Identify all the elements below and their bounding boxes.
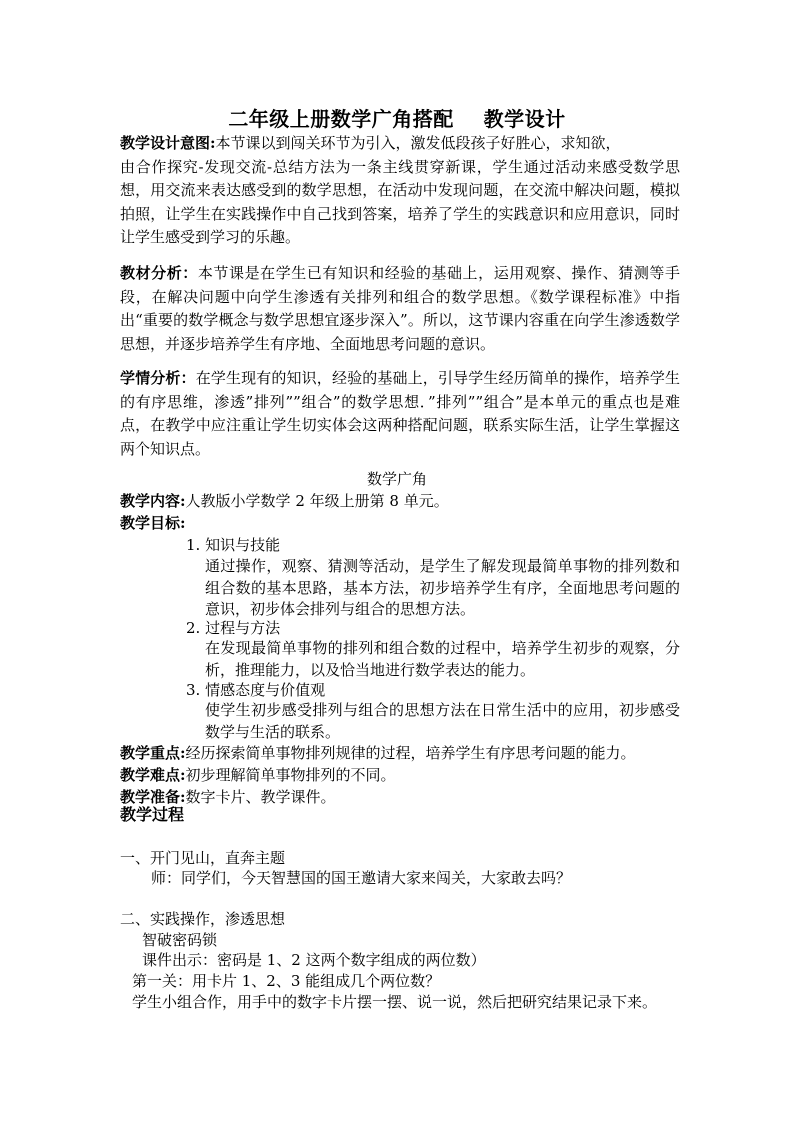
student-analysis-label: 学情分析： <box>120 369 196 387</box>
teaching-process-label: 教学过程 <box>120 805 185 824</box>
teaching-preparation-text: 数字卡片、教学课件。 <box>185 788 336 806</box>
goal-1-text: 通过操作，观察、猜测等活动，是学生了解发现最简单事物的排列数和组合数的基本思路，基本方法，初步培养学生有序，全面地思考问题的意识，初步体会排列与组合的思想方法。 <box>205 557 680 618</box>
teaching-goals-label: 教学目标: <box>120 514 186 532</box>
page-title: 二年级上册数学广角搭配 教学设计 <box>228 107 566 131</box>
subtitle: 数学广角 <box>366 470 427 488</box>
teaching-keypoint-text: 经历探索简单事物排列规律的过程，培养学生有序思考问题的能力。 <box>185 744 636 762</box>
student-analysis-paragraph <box>120 367 680 461</box>
teaching-difficulty <box>120 764 396 786</box>
goal-2-text: 在发现最简单事物的排列和组合数的过程中，培养学生初步的观察，分析，推理能力，以及恰当地进行数学表达的能力。 <box>205 639 680 679</box>
material-analysis-paragraph <box>120 262 680 356</box>
goal-3-heading: 3. 情感态度与价值观 <box>186 681 326 699</box>
teaching-content-label: 教学内容: <box>120 492 186 510</box>
section-1-heading: 一、开门见山，直奔主题 <box>120 849 286 867</box>
material-analysis-text: 本节课是在学生已有知识和经验的基础上，运用观察、操作、猜测等手段，在解决问题中向学生渗透有关排列和组合的数学思想。《数学课程标准》中指出“重要的数学概念与数学思想宜逐步深入”。所以，这节课内容重在向学生渗透数学思想，并逐步培养学生有序地、全面地思考问题的意识。 <box>120 264 680 353</box>
design-intent-paragraph <box>120 132 680 250</box>
goal-2-heading: 2. 过程与方法 <box>186 619 281 637</box>
section-1-line: 师：同学们，今天智慧国的国王邀请大家来闯关，大家敢去吗？ <box>151 869 572 887</box>
design-intent-label: 教学设计意图: <box>120 134 216 152</box>
section-2-line-1: 智破密码锁 <box>142 931 218 949</box>
material-analysis-label: 教材分析： <box>120 264 198 282</box>
goal-3-text: 使学生初步感受排列与组合的思想方法在日常生活中的应用，初步感受数学与生活的联系。 <box>205 701 680 741</box>
teaching-preparation-label: 教学准备: <box>120 788 186 806</box>
teaching-content <box>120 490 449 512</box>
section-2-line-3: 第一关：用卡片 1、2、3 能组成几个两位数？ <box>132 972 441 990</box>
teaching-difficulty-label: 教学难点: <box>120 766 186 784</box>
teaching-keypoint-label: 教学重点: <box>120 744 186 762</box>
design-intent-text: 由合作探究-发现交流-总结方法为一条主线贯穿新课，学生通过活动来感受数学思想，用交流来表达感受到的数学思想，在活动中发现问题，在交流中解决问题，模拟拍照，让学生在实践操作中自己找到答案，培养了学生的实践意识和应用意识，同时让学生感受到学习的乐趣。 <box>120 157 680 246</box>
section-2-heading: 二、实践操作，渗透思想 <box>120 910 286 928</box>
design-intent-first-line: 本节课以到闯关环节为引入，激发低段孩子好胜心，求知欲， <box>215 134 621 152</box>
section-2-line-4: 学生小组合作，用手中的数字卡片摆一摆、说一说，然后把研究结果记录下来。 <box>132 993 658 1011</box>
teaching-difficulty-text: 初步理解简单事物排列的不同。 <box>185 766 396 784</box>
teaching-content-text: 人教版小学数学 2 年级上册第 8 单元。 <box>185 492 449 510</box>
student-analysis-text: 在学生现有的知识，经验的基础上，引导学生经历简单的操作，培养学生的有序思维，渗透”排列””组合”的数学思想．”排列””组合”是本单元的重点也是难点，在教学中应注重让学生切实体会这两种搭配问题，联系实际生活，让学生掌握这两个知识点。 <box>120 369 680 458</box>
section-2-line-2: 课件出示：密码是 1、2 这两个数字组成的两位数） <box>142 951 486 969</box>
goal-1-heading: 1. 知识与技能 <box>186 536 281 554</box>
teaching-keypoint <box>120 742 636 764</box>
